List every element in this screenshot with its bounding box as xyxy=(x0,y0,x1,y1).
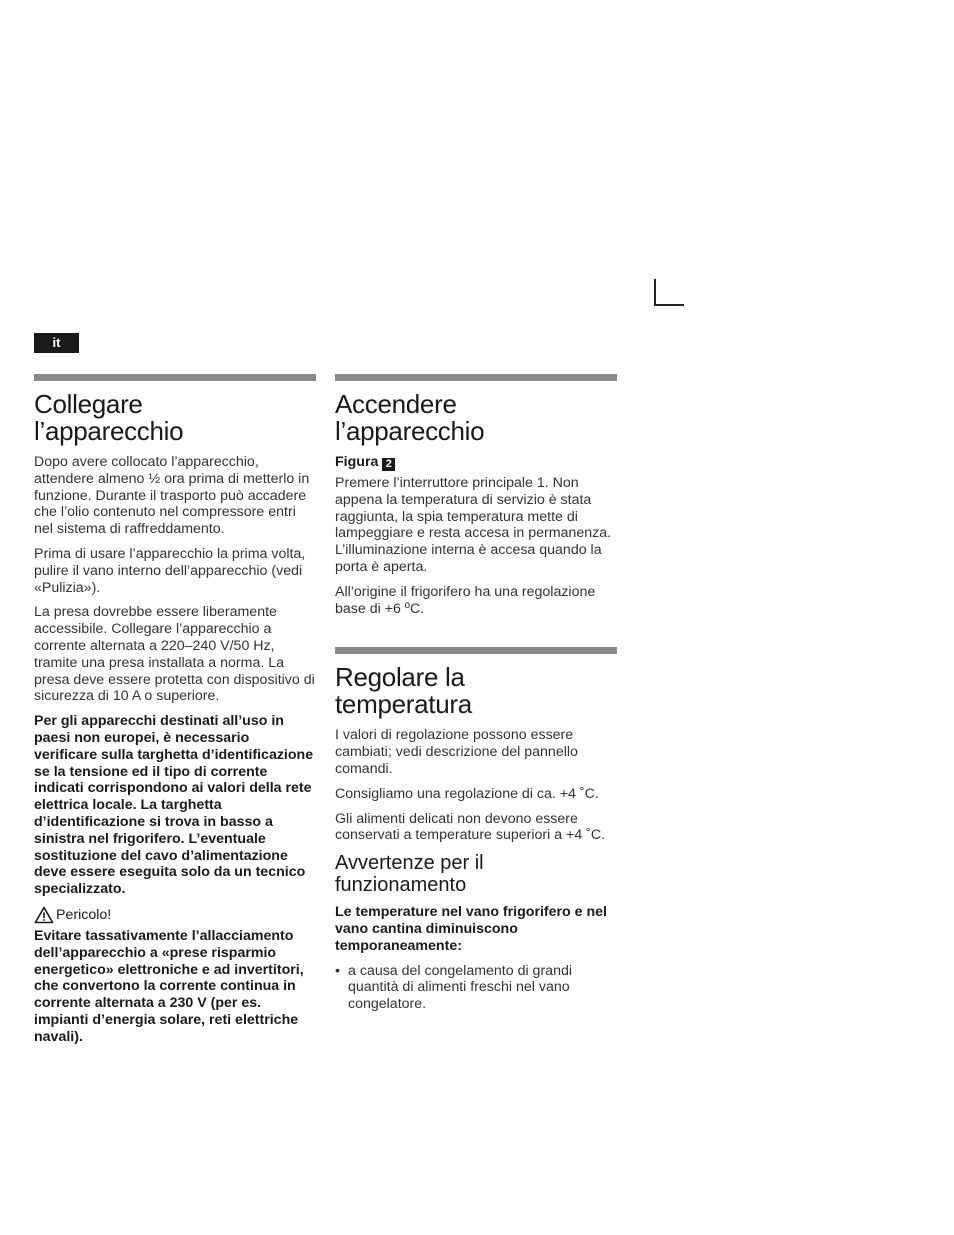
left-column xyxy=(34,374,316,1054)
title-line-1: Regolare la xyxy=(335,662,465,693)
section-divider xyxy=(335,647,617,654)
paragraph-warning: Evitare tassativamente l’allacciamento dell’apparecchio a «prese risparmio energetico» elettroniche e ad invertitori, che convertono la corrente continua in corrente alternata a 230 V (per es. impianti d’energia solare, reti elettriche navali). xyxy=(34,927,304,1045)
crop-mark-horizontal xyxy=(654,304,684,306)
paragraph-default-setting: All’origine il frigorifero ha una regolazione base di +6 ºC. xyxy=(335,583,596,617)
warning-triangle-icon xyxy=(34,906,54,924)
paragraph-temperature-drop: Le temperature nel vano frigorifero e nel vano cantina diminuiscono temporaneamente: xyxy=(335,904,607,954)
title-line-1: Collegare xyxy=(34,389,143,419)
paragraph-socket: La presa dovrebbe essere liberamente accessibile. Collegare l’apparecchio a corrente alternata a 220–240 V/50 Hz, tramite una presa installata a norma. La presa deve essere protetta con dispositivo di sicurezza di 10 A o superiore. xyxy=(34,604,315,705)
title-line-1: Accendere xyxy=(335,389,457,419)
subsection-title-avvertenze xyxy=(335,852,617,896)
paragraph-non-european: Per gli apparecchi destinati all’uso in paesi non europei, è necessario verificare sulla targhetta d’identificazione se la tensione ed il tipo di corrente indicati corrispondono ai valori della rete elettrica locale. La targhetta d’identificazione si trova in basso a sinistra nel frigorifero. L’eventuale sostituzione del cavo d’alimentazione deve essere eseguita solo da un tecnico specializzato. xyxy=(34,713,314,898)
figure-number-badge: 2 xyxy=(382,458,395,471)
language-badge: it xyxy=(34,333,79,353)
list-item-text: a causa del congelamento di grandi quantità di alimenti freschi nel vano congelatore. xyxy=(348,962,573,1013)
paragraph-switch-on: Premere l’interruttore principale 1. Non appena la temperatura di servizio è stata raggiunta, la spia temperatura mette di lampeggiare e resta accesa in permanenza. L’illuminazione interna è accesa quando la porta è aperta. xyxy=(335,475,612,575)
right-column xyxy=(335,374,617,1013)
paragraph-recommended: Consigliamo una regolazione di ca. +4 ˚C. xyxy=(335,785,599,802)
crop-mark-vertical xyxy=(654,279,656,306)
section-title-regolare xyxy=(335,664,617,718)
warning-label: Pericolo! xyxy=(56,906,112,923)
bullet-marker: • xyxy=(335,962,340,979)
title-line-2: temperatura xyxy=(335,689,472,720)
section-title-accendere xyxy=(335,391,617,445)
paragraph-delicate-food: Gli alimenti delicati non devono essere conservati a temperature superiori a +4 ˚C. xyxy=(335,810,606,844)
title-line-2: l’apparecchio xyxy=(34,416,184,446)
paragraph-cleaning: Prima di usare l’apparecchio la prima volta, pulire il vano interno dell’apparecchio (vedi «Pulizia»). xyxy=(34,545,306,596)
warning-heading xyxy=(34,906,316,924)
list-item xyxy=(335,963,617,1013)
bullet-list xyxy=(335,963,617,1013)
subtitle-line-1: Avvertenze per il xyxy=(335,852,484,875)
title-line-2: l’apparecchio xyxy=(335,416,485,446)
section-divider xyxy=(335,374,617,381)
paragraph-settings-changeable: I valori di regolazione possono essere cambiati; vedi descrizione del pannello comandi. xyxy=(335,727,578,777)
figure-reference xyxy=(335,454,617,471)
section-title-collegare xyxy=(34,391,316,445)
subtitle-line-2: funzionamento xyxy=(335,874,467,897)
section-divider xyxy=(34,374,316,381)
figure-label: Figura xyxy=(335,454,379,470)
paragraph-intro: Dopo avere collocato l’apparecchio, attendere almeno ½ ora prima di metterlo in funzione. Durante il trasporto può accadere che l’olio contenuto nel compressore entri nel sistema di raffreddamento. xyxy=(34,454,310,538)
